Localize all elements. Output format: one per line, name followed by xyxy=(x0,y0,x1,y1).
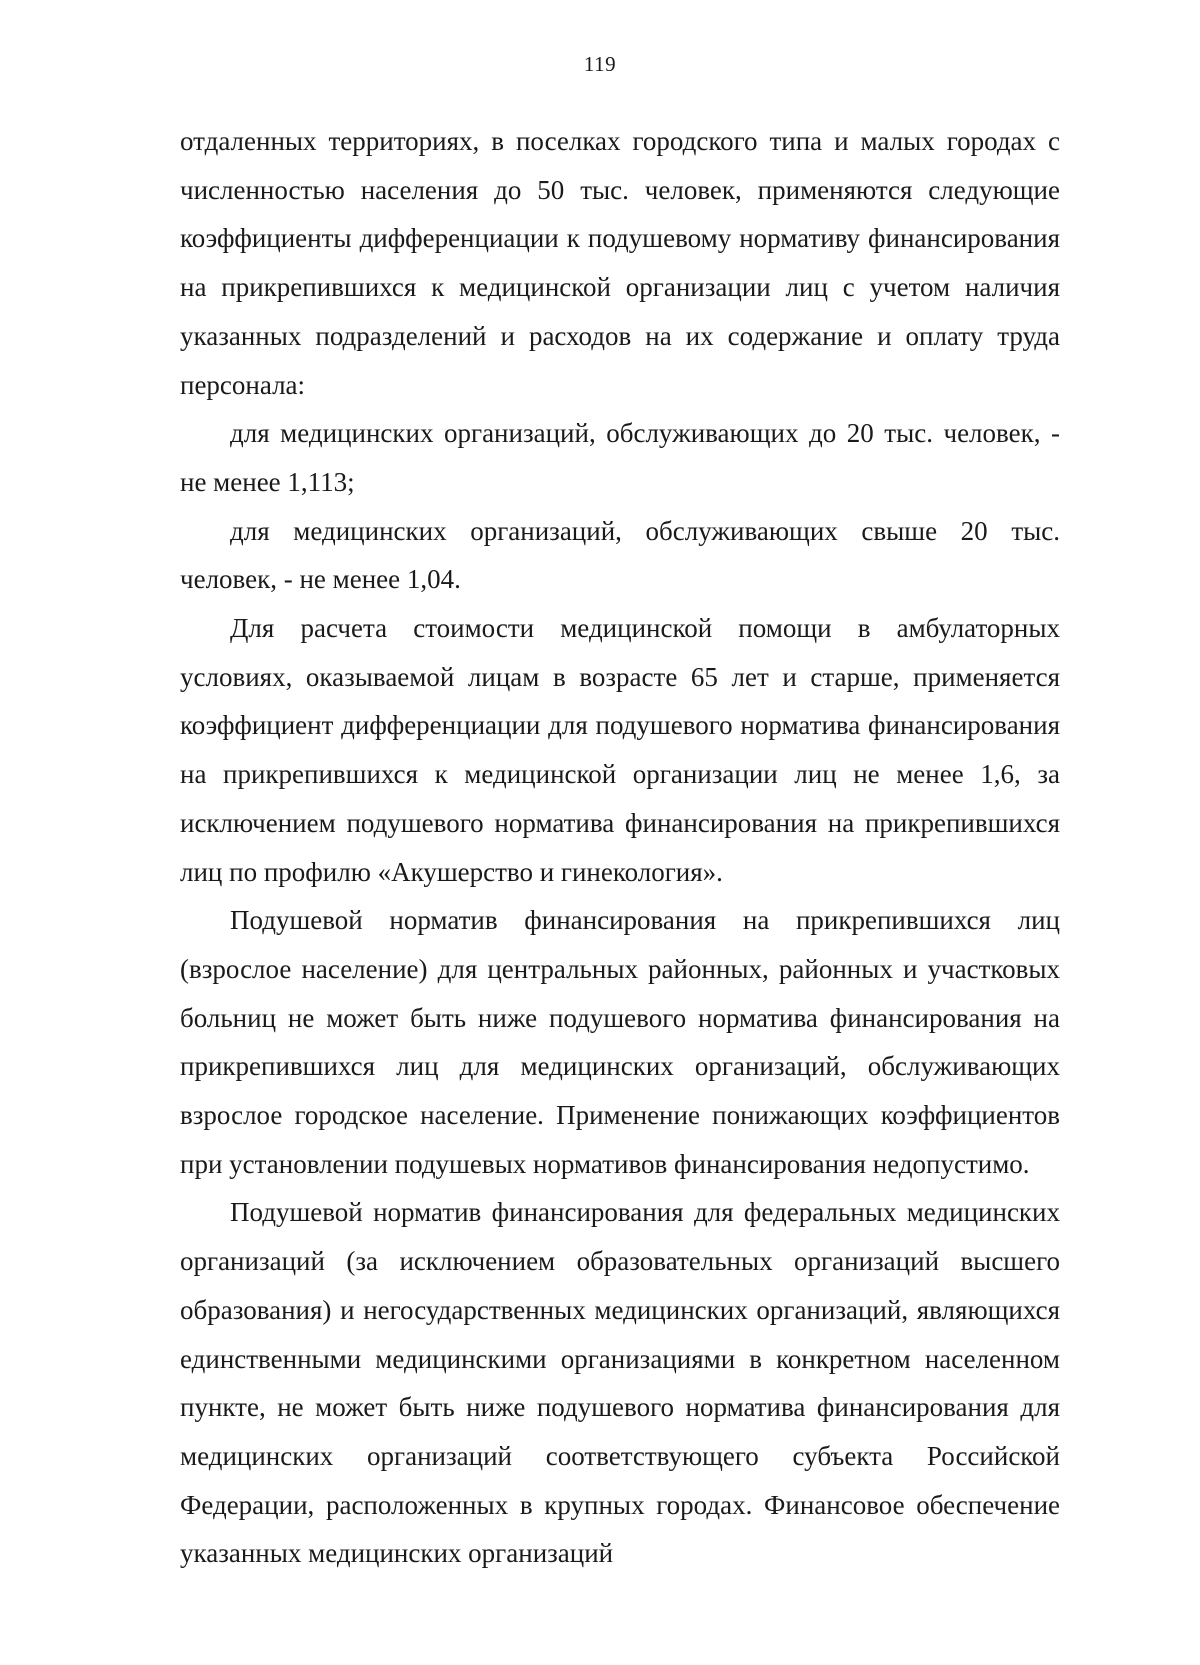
paragraph-federal-organizations: Подушевой норматив финансирования для федеральных медицинских организаций (за исключением образовательных организаций высшего образования) и негосударственных медицинских организаций, являющихся единственными медицинскими организациями в конкретном населенном пункте, не может быть ниже подушевого норматива финансирования для медицинских организаций соответствующего субъекта Российской Федерации, расположенных в крупных городах. Финансовое обеспечение указанных медицинских организаций xyxy=(180,1197,1060,1569)
paragraph-rural-hospitals: Подушевой норматив финансирования на прикрепившихся лиц (взрослое население) для центральных районных, районных и участковых больниц не может быть ниже подушевого норматива финансирования на прикрепившихся лиц для медицинских организаций, обслуживающих взрослое городское население. Применение понижающих коэффициентов при установлении подушевых нормативов финансирования недопустимо. xyxy=(180,905,1060,1179)
paragraph-coefficient-over-20k: для медицинских организаций, обслуживающих свыше 20 тыс. человек, - не менее 1,04. xyxy=(180,515,1060,595)
page-number: 119 xyxy=(583,52,617,76)
paragraph-age-65-coefficient: Для расчета стоимости медицинской помощи в амбулаторных условиях, оказываемой лицам в возрасте 65 лет и старше, применяется коэффициент дифференциации для подушевого норматива финансирования на прикрепившихся к медицинской организации лиц не менее 1,6, за исключением подушевого норматива финансирования на прикрепившихся лиц по профилю «Акушерство и гинекология». xyxy=(180,613,1060,887)
paragraph-continuation: отдаленных территориях, в поселках городского типа и малых городах с численностью населения до 50 тыс. человек, применяются следующие коэффициенты дифференциации к подушевому нормативу финансирования на прикрепившихся к медицинской организации лиц с учетом наличия указанных подразделений и расходов на их содержание и оплату труда персонала: xyxy=(180,126,1060,400)
document-body xyxy=(180,117,1060,1578)
paragraph-coefficient-up-to-20k: для медицинских организаций, обслуживающих до 20 тыс. человек, - не менее 1,113; xyxy=(180,418,1060,497)
